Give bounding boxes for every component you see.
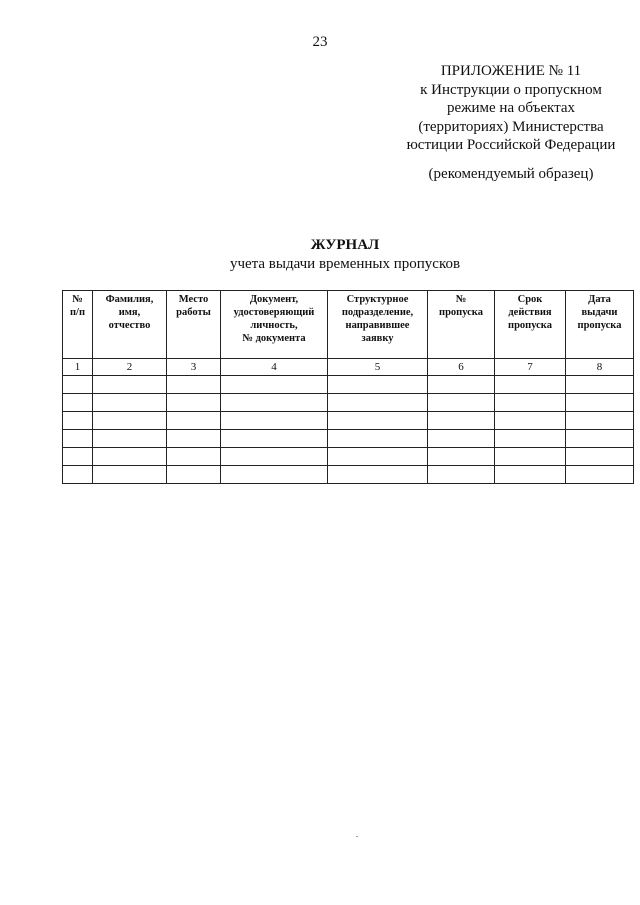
column-header-line: заявку bbox=[361, 333, 394, 344]
column-number-cell: 2 bbox=[93, 359, 167, 376]
table-cell[interactable] bbox=[93, 430, 167, 448]
column-header-line: пропуска bbox=[577, 320, 622, 331]
table-cell[interactable] bbox=[63, 448, 93, 466]
table-cell[interactable] bbox=[495, 394, 566, 412]
table-cell[interactable] bbox=[167, 448, 221, 466]
table-cell[interactable] bbox=[495, 466, 566, 484]
column-header bbox=[328, 291, 428, 359]
table-row bbox=[63, 394, 634, 412]
table-cell[interactable] bbox=[221, 448, 328, 466]
table-cell[interactable] bbox=[566, 430, 634, 448]
table-cell[interactable] bbox=[495, 430, 566, 448]
table-cell[interactable] bbox=[328, 412, 428, 430]
table-cell[interactable] bbox=[495, 376, 566, 394]
column-header bbox=[93, 291, 167, 359]
column-header bbox=[221, 291, 328, 359]
stray-mark bbox=[356, 836, 358, 837]
column-header bbox=[63, 291, 93, 359]
appendix-line: к Инструкции о пропускном bbox=[420, 81, 602, 98]
appendix-block bbox=[398, 62, 624, 155]
table-cell[interactable] bbox=[221, 466, 328, 484]
column-header-line: Документ, bbox=[249, 294, 299, 305]
column-header-line: действия bbox=[508, 307, 552, 318]
column-header-line: выдачи bbox=[581, 307, 618, 318]
table-cell[interactable] bbox=[167, 466, 221, 484]
table-cell[interactable] bbox=[93, 448, 167, 466]
column-header-line: пропуска bbox=[439, 307, 483, 318]
column-number-cell: 1 bbox=[63, 359, 93, 376]
table-cell[interactable] bbox=[221, 430, 328, 448]
column-number-cell: 7 bbox=[495, 359, 566, 376]
table-cell[interactable] bbox=[93, 466, 167, 484]
table-cell[interactable] bbox=[167, 412, 221, 430]
column-header-line: № bbox=[72, 294, 83, 305]
table-cell[interactable] bbox=[428, 466, 495, 484]
appendix-line: (территориях) Министерства bbox=[418, 118, 604, 135]
column-header-line: личность, bbox=[250, 320, 298, 331]
table-cell[interactable] bbox=[167, 376, 221, 394]
table-cell[interactable] bbox=[428, 394, 495, 412]
table-cell[interactable] bbox=[63, 412, 93, 430]
appendix-line: режиме на объектах bbox=[446, 100, 576, 116]
journal-title: ЖУРНАЛ bbox=[310, 237, 380, 253]
table-cell[interactable] bbox=[566, 376, 634, 394]
table-cell[interactable] bbox=[428, 412, 495, 430]
table-cell[interactable] bbox=[328, 376, 428, 394]
header-row bbox=[63, 291, 634, 359]
column-number-cell: 5 bbox=[328, 359, 428, 376]
table-cell[interactable] bbox=[328, 448, 428, 466]
column-header-line: № bbox=[455, 294, 467, 305]
column-number-cell: 3 bbox=[167, 359, 221, 376]
table-cell[interactable] bbox=[93, 394, 167, 412]
table-cell[interactable] bbox=[428, 448, 495, 466]
table-cell[interactable] bbox=[221, 376, 328, 394]
column-header-line: удостоверяющий bbox=[233, 307, 315, 318]
sample-note: (рекомендуемый образец) bbox=[428, 166, 594, 182]
column-header-line: Срок bbox=[517, 294, 543, 305]
table-cell[interactable] bbox=[167, 394, 221, 412]
table-cell[interactable] bbox=[428, 376, 495, 394]
table-cell[interactable] bbox=[63, 430, 93, 448]
column-header-line: Место bbox=[178, 294, 209, 305]
column-header-line: направившее bbox=[345, 320, 410, 331]
column-header bbox=[167, 291, 221, 359]
table-cell[interactable] bbox=[328, 430, 428, 448]
column-header bbox=[566, 291, 634, 359]
table-cell[interactable] bbox=[495, 412, 566, 430]
table-row bbox=[63, 412, 634, 430]
table-cell[interactable] bbox=[328, 394, 428, 412]
table-cell[interactable] bbox=[566, 466, 634, 484]
column-header-line: отчество bbox=[108, 320, 151, 331]
column-header-line: п/п bbox=[69, 307, 86, 318]
column-header-line: подразделение, bbox=[341, 307, 414, 318]
column-header-line: пропуска bbox=[508, 320, 552, 331]
column-header bbox=[495, 291, 566, 359]
table-cell[interactable] bbox=[566, 394, 634, 412]
column-header-line: № документа bbox=[242, 333, 306, 344]
table-cell[interactable] bbox=[63, 394, 93, 412]
column-header-line: Структурное bbox=[346, 294, 409, 305]
table-cell[interactable] bbox=[328, 466, 428, 484]
table-row bbox=[63, 448, 634, 466]
column-header-line: работы bbox=[176, 307, 211, 318]
table-cell[interactable] bbox=[63, 376, 93, 394]
journal-table bbox=[62, 290, 634, 484]
table-cell[interactable] bbox=[566, 448, 634, 466]
appendix-line: юстиции Российской Федерации bbox=[406, 137, 616, 153]
column-number-cell: 8 bbox=[566, 359, 634, 376]
table-cell[interactable] bbox=[221, 394, 328, 412]
table-cell[interactable] bbox=[566, 412, 634, 430]
table-cell[interactable] bbox=[93, 412, 167, 430]
column-number-cell: 4 bbox=[221, 359, 328, 376]
column-header bbox=[428, 291, 495, 359]
table-cell[interactable] bbox=[167, 430, 221, 448]
column-header-line: имя, bbox=[118, 307, 141, 318]
table-cell[interactable] bbox=[428, 430, 495, 448]
journal-subtitle: учета выдачи временных пропусков bbox=[229, 256, 461, 272]
appendix-title: ПРИЛОЖЕНИЕ № 11 bbox=[440, 63, 582, 79]
table-cell[interactable] bbox=[495, 448, 566, 466]
column-number-cell: 6 bbox=[428, 359, 495, 376]
column-number-row bbox=[63, 359, 634, 376]
table-row bbox=[63, 376, 634, 394]
page-number: 23 bbox=[312, 34, 328, 50]
table-cell[interactable] bbox=[93, 376, 167, 394]
table-row bbox=[63, 430, 634, 448]
table-cell[interactable] bbox=[63, 466, 93, 484]
column-header-line: Дата bbox=[588, 294, 611, 305]
table-row bbox=[63, 466, 634, 484]
table-cell[interactable] bbox=[221, 412, 328, 430]
column-header-line: Фамилия, bbox=[105, 294, 154, 305]
